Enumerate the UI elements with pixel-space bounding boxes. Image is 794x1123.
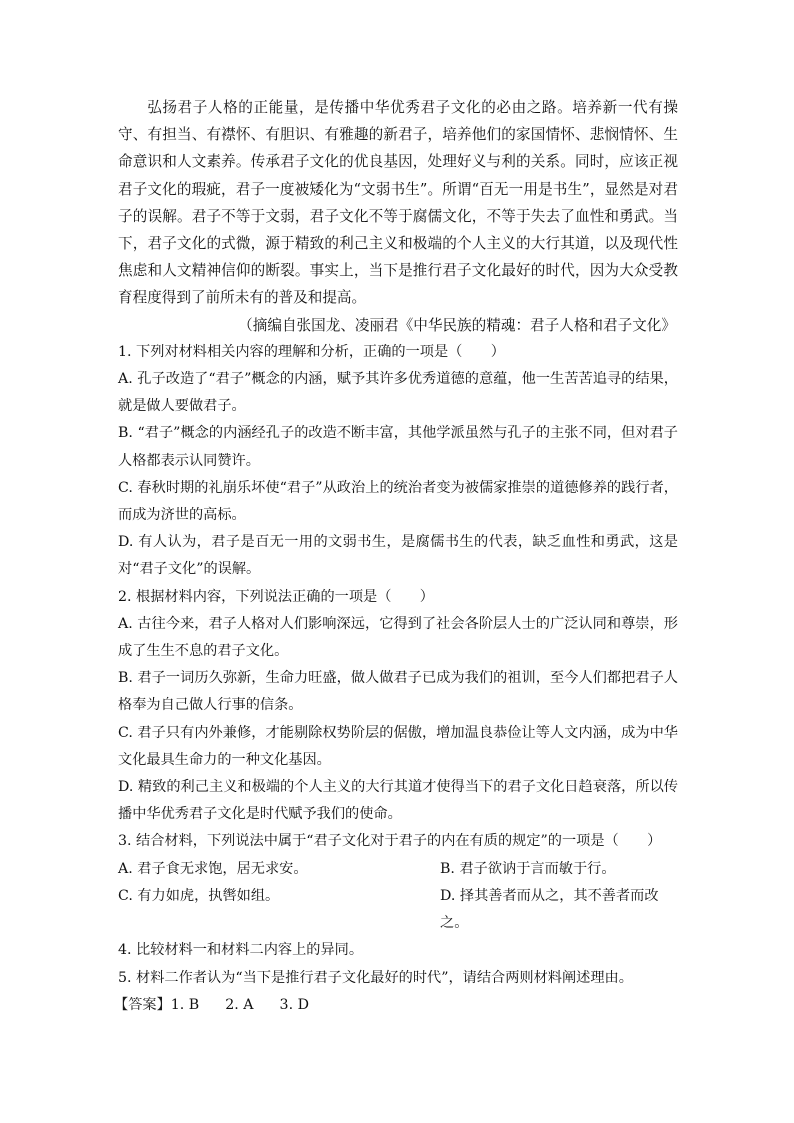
option-a: A. 孔子改造了“君子”概念的内涵，赋予其许多优秀道德的意蕴，他一生苦苦追寻的结果，就是做人要做君子。 — [118, 371, 678, 415]
option-d: D. 择其善者而从之，其不善者而改之。 — [440, 887, 659, 932]
question-5: 5. 材料二作者认为“当下是推行君子文化最好的时代”，请结合两则材料阐述理由。 — [118, 969, 633, 986]
option-b: B. 君子一词历久弥新，生命力旺盛，做人做君子已成为我们的祖训，至今人们都把君子人格奉为自己做人行事的信条。 — [118, 670, 678, 714]
passage-source: （摘编自张国龙、凌丽君《中华民族的精魂：君子人格和君子文化》 — [238, 316, 676, 334]
option-d: D. 精致的利己主义和极端的个人主义的大行其道才使得当下的君子文化日趋衰落，所以传播中华优秀君子文化是时代赋予我们的使命。 — [118, 779, 678, 823]
option-a: A. 君子食无求饱，居无求安。 — [118, 860, 308, 877]
option-c: C. 春秋时期的礼崩乐坏使“君子”从政治上的统治者变为被儒家推崇的道德修养的践行者，而成为济世的高标。 — [118, 479, 678, 524]
question-3 — [118, 828, 678, 937]
question-1 — [118, 339, 678, 584]
answer-item-2: 2. A — [225, 996, 254, 1013]
option-c: C. 君子只有内外兼修，才能剔除权势阶层的倨傲，增加温良恭俭让等人文内涵，成为中华文化最具生命力的一种文化基因。 — [118, 724, 678, 768]
question-stem: 1. 下列对材料相关内容的理解和分析，正确的一项是（ ） — [118, 343, 505, 360]
option-row-cd — [118, 883, 678, 937]
document-content — [114, 94, 678, 1019]
answer-line — [114, 992, 678, 1019]
option-c: C. 有力如虎，执辔如组。 — [118, 887, 280, 904]
passage-paragraph: 弘扬君子人格的正能量，是传播中华优秀君子文化的必由之路。培养新一代有操守、有担当、有襟怀、有胆识、有雅趣的新君子，培养他们的家国情怀、悲悯情怀、生命意识和人文素养。传承君子文化的优良基因，处理好义与利的关系。同时，应该正视君子文化的瑕疵，君子一度被矮化为“文弱书生”。所谓“百无一用是书生”，显然是对君子的误解。君子不等于文弱，君子文化不等于腐儒文化，不等于失去了血性和勇武。当下，君子文化的式微，源于精致的利己主义和极端的个人主义的大行其道，以及现代性焦虑和人文精神信仰的断裂。事实上，当下是推行君子文化最好的时代，因为大众受教育程度得到了前所未有的普及和提高。 — [118, 99, 678, 307]
option-b: B. “君子”概念的内涵经孔子的改造不断丰富，其他学派虽然与孔子的主张不同，但对君子人格都表示认同赞许。 — [118, 425, 678, 469]
option-b: B. 君子欲讷于言而敏于行。 — [440, 860, 616, 877]
answer-item-3: 3. D — [279, 996, 309, 1013]
answer-item-1: 1. B — [170, 996, 200, 1013]
answer-label: 【答案】 — [114, 996, 171, 1013]
question-2 — [118, 584, 678, 829]
question-stem: 3. 结合材料，下列说法中属于“君子文化对于君子的内在有质的规定”的一项是（ ） — [118, 833, 662, 850]
question-stem: 2. 根据材料内容，下列说法正确的一项是（ ） — [118, 588, 434, 605]
option-a: A. 古往今来，君子人格对人们影响深远，它得到了社会各阶层人士的广泛认同和尊崇，形成了生生不息的君子文化。 — [118, 615, 678, 660]
option-row-ab — [118, 856, 678, 883]
question-4: 4. 比较材料一和材料二内容上的异同。 — [118, 942, 364, 959]
option-d: D. 有人认为，君子是百无一用的文弱书生，是腐儒书生的代表，缺乏血性和勇武，这是对“君子文化”的误解。 — [118, 534, 678, 578]
